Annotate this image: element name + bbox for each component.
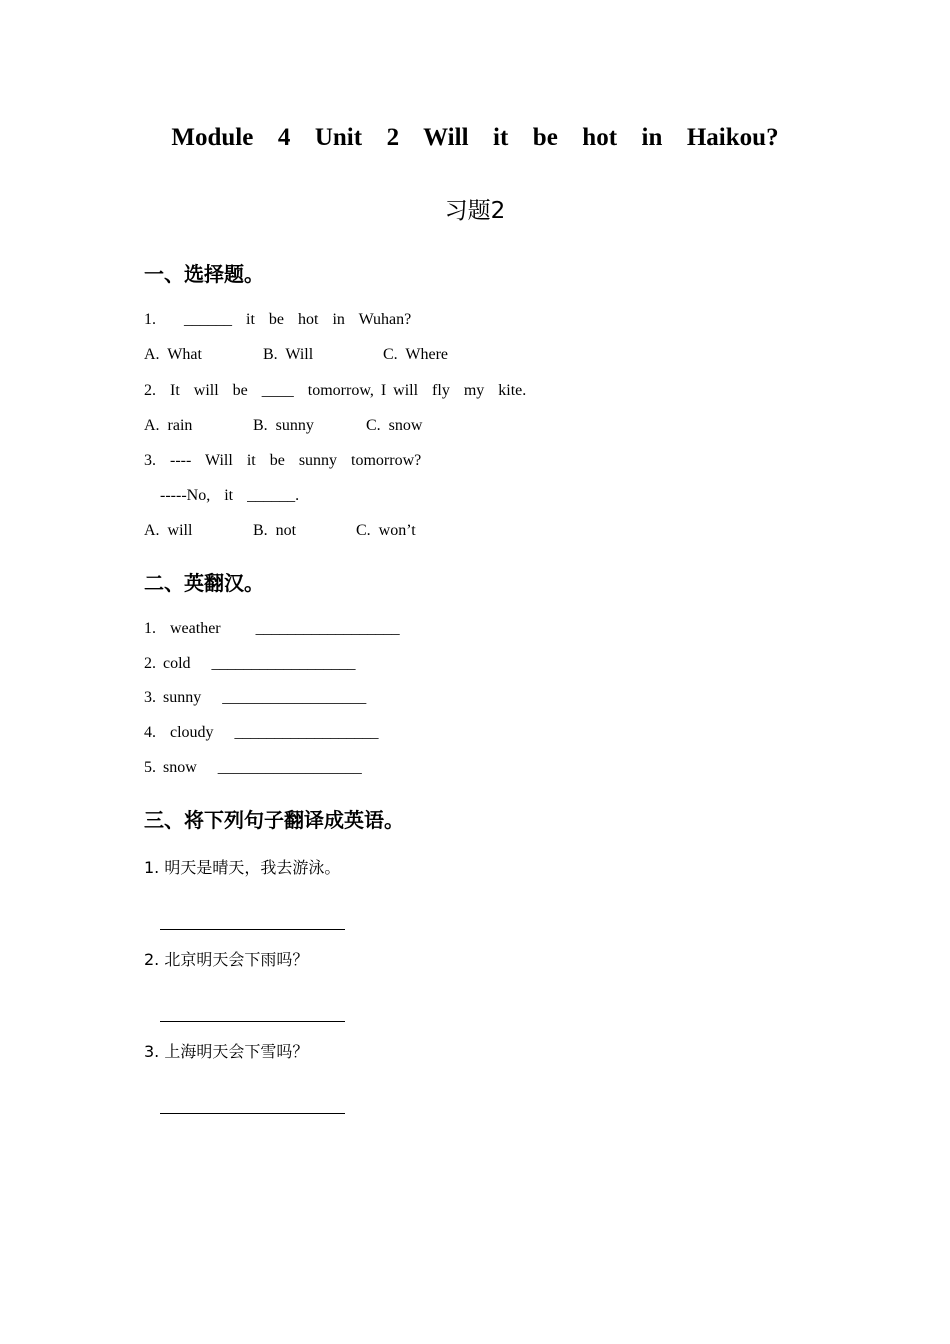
answer-blank: ______	[247, 487, 296, 504]
vocab-word: 5. snow	[144, 759, 197, 776]
vocab-item	[144, 724, 379, 742]
vocab-item	[144, 759, 362, 777]
question-text: .	[295, 487, 300, 504]
section-heading-translate-cn-en: 三、将下列句子翻译成英语。	[144, 808, 404, 832]
question-3-answer-line	[160, 487, 299, 505]
question-3: 3. ---- Will it be sunny tomorrow?	[144, 452, 422, 469]
option-c: C. Where	[383, 346, 449, 363]
section-heading-translate-en-cn: 二、英翻汉。	[144, 571, 264, 595]
translate-sentence: 1. 明天是晴天，我去游泳。	[144, 858, 341, 877]
answer-line	[160, 1113, 345, 1114]
page-title: Module 4 Unit 2 Will it be hot in Haikou?	[171, 124, 779, 151]
question-1	[144, 311, 411, 329]
answer-blank: __________________	[255, 620, 400, 637]
translate-sentence: 3. 上海明天会下雪吗？	[144, 1042, 309, 1061]
option-c: C. snow	[366, 417, 423, 434]
answer-line	[160, 929, 345, 930]
option-a: A. What	[144, 346, 202, 363]
option-c: C. won’t	[356, 522, 416, 539]
option-b: B. not	[253, 522, 297, 539]
option-a: A. rain	[144, 417, 193, 434]
answer-line	[160, 1021, 345, 1022]
answer-blank: __________________	[222, 689, 367, 706]
answer-blank: ____	[261, 382, 294, 399]
answer-blank: __________________	[217, 759, 362, 776]
section-heading-choice: 一、选择题。	[144, 262, 264, 286]
vocab-word: 1. weather	[144, 620, 221, 637]
translate-sentence: 2. 北京明天会下雨吗？	[144, 950, 309, 969]
question-number: 1.	[144, 311, 156, 328]
vocab-word: 4. cloudy	[144, 724, 214, 741]
vocab-word: 3. sunny	[144, 689, 202, 706]
question-text: -----No, it	[160, 487, 234, 504]
option-b: B. Will	[263, 346, 314, 363]
vocab-item	[144, 620, 400, 638]
answer-blank: __________________	[234, 724, 379, 741]
answer-blank: __________________	[211, 655, 356, 672]
question-text: 2. It will be	[144, 382, 248, 399]
question-2	[144, 382, 526, 400]
vocab-item	[144, 655, 356, 673]
option-a: A. will	[144, 522, 193, 539]
vocab-word: 2. cold	[144, 655, 191, 672]
question-text: tomorrow, I will fly my kite.	[307, 382, 527, 399]
vocab-item	[144, 689, 366, 707]
page-subtitle: 习题2	[444, 198, 506, 224]
answer-blank: ______	[184, 311, 232, 328]
option-b: B. sunny	[253, 417, 314, 434]
question-text: it be hot in Wuhan?	[246, 311, 412, 328]
